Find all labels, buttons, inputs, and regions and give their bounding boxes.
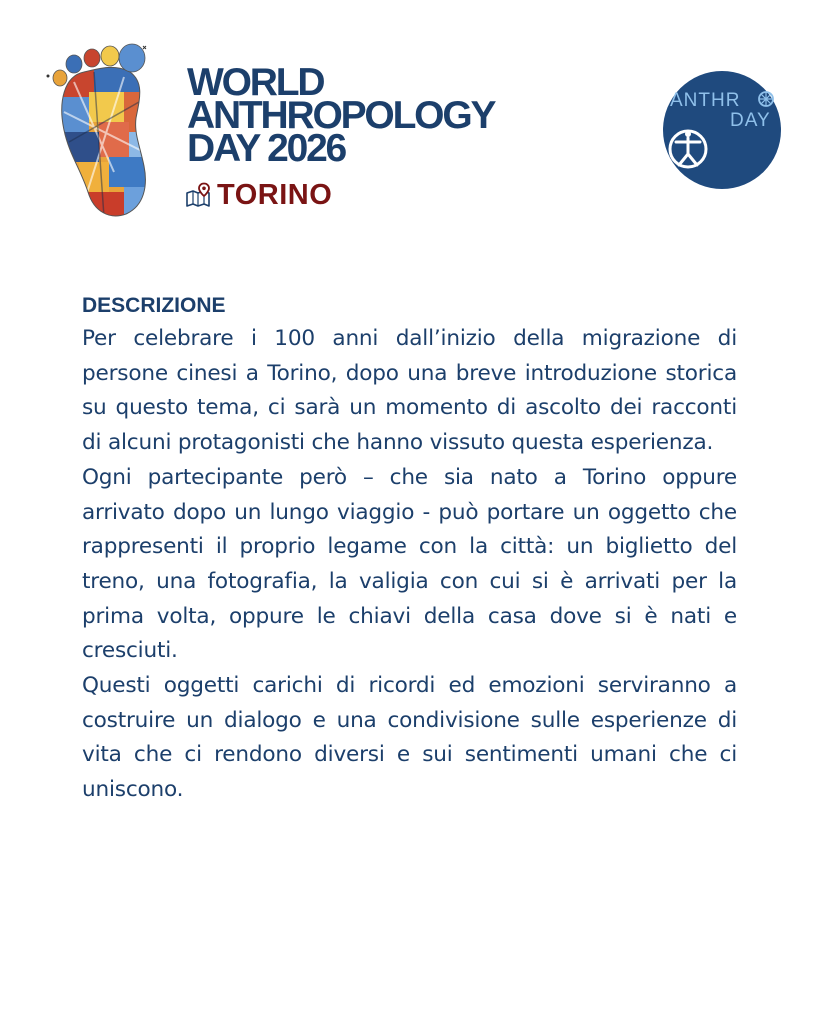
badge-line2: DAY: [730, 110, 771, 131]
event-title: [187, 61, 495, 170]
badge-line1: ANTHR: [670, 90, 741, 111]
description-section: [82, 290, 737, 808]
description-paragraph-1: Per celebrare i 100 anni dall’inizio della migrazione di persone cinesi a Torino, dopo una breve introduzione storica su questo tema, ci sarà un momento di ascolto dei racconti di alcuni protagonisti che hanno vissuto questa esperienza.: [82, 326, 737, 456]
description-paragraph-2: Ogni partecipante però – che sia nato a Torino oppure arrivato dopo un lungo viaggio - può portare un oggetto che rappresenti il proprio legame con la città: un biglietto del treno, una fotografia, la valigia con cui si è arrivati per la prima volta, oppure le chiavi della casa dove si è nati e cresciuti.: [82, 464, 737, 664]
city-name: TORINO: [217, 179, 333, 211]
wheel-icon: [759, 92, 773, 106]
title-line-day: DAY 2026: [187, 127, 346, 170]
map-pin-icon: [185, 182, 211, 208]
title-line-anthropology: ANTHROPOLOGY: [187, 94, 495, 137]
description-paragraph-3: Questi oggetti carichi di ricordi ed emozioni serviranno a costruire un dialogo e una condivisione sulle esperienze di vita che ci rendono diversi e sui sentimenti umani che ci uniscono.: [82, 673, 737, 803]
anthro-day-badge: [662, 70, 782, 190]
anthro-day-logo: [662, 70, 782, 190]
footprint-mosaic-logo-icon: [44, 42, 156, 222]
title-line-world: WORLD: [187, 61, 324, 104]
description-heading: DESCRIZIONE: [82, 294, 226, 317]
city-row: [185, 178, 332, 212]
footprint-logo: [44, 42, 156, 222]
